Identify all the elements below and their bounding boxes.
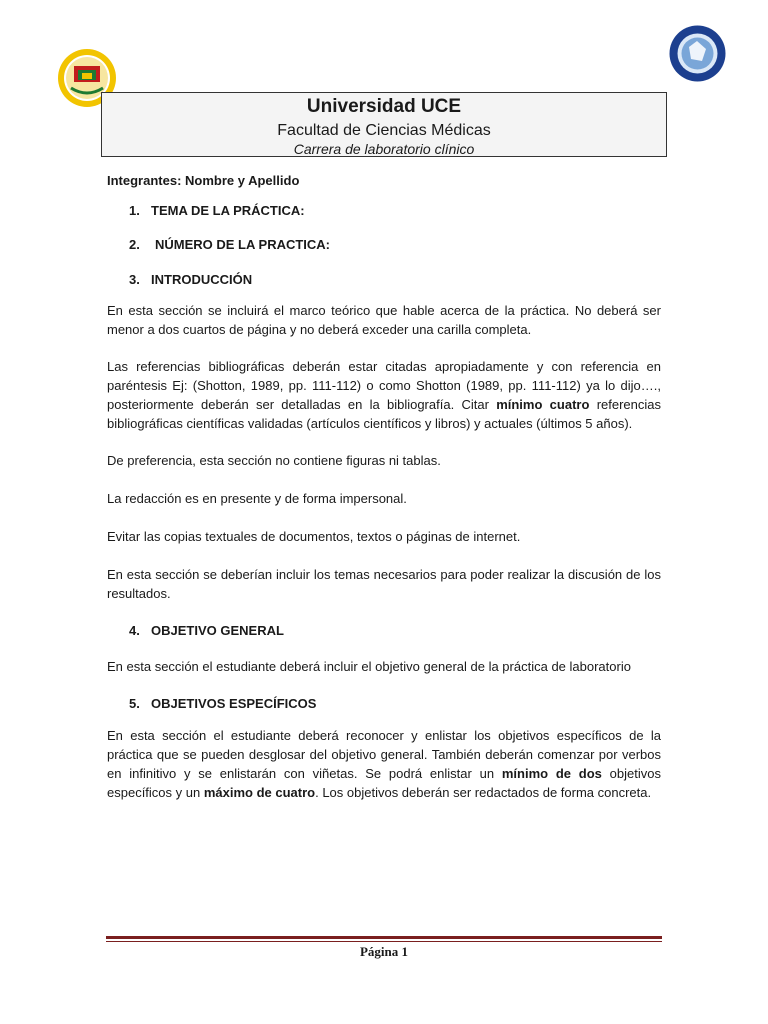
emphasis-text: mínimo cuatro <box>496 397 590 412</box>
faculty-seal-icon <box>669 25 726 82</box>
career-name: Carrera de laboratorio clínico <box>293 141 475 157</box>
section-number: 2. <box>129 237 140 252</box>
members-line: Integrantes: Nombre y Apellido <box>107 173 300 188</box>
section-heading-topic <box>107 201 661 220</box>
section-heading-specific-objectives <box>107 694 661 713</box>
page-number: Página 1 <box>359 944 409 959</box>
specific-objectives-paragraph <box>107 726 661 802</box>
document-body <box>107 171 661 820</box>
emphasis-text: máximo de cuatro <box>203 785 316 800</box>
section-number: 5. <box>129 696 140 711</box>
section-title: OBJETIVO GENERAL <box>151 623 284 638</box>
intro-paragraph-1: En esta sección se incluirá el marco teórico que hable acerca de la práctica. No deberá ser menor a dos cuartos de página y no deberá exceder una carilla completa. <box>107 303 661 337</box>
emphasis-text: mínimo de dos <box>501 766 602 781</box>
intro-paragraph-2 <box>107 357 661 433</box>
text-run: . Los objetivos deberán ser redactados de forma concreta. <box>315 785 652 800</box>
section-heading-general-objective <box>107 621 661 640</box>
intro-paragraph-5: Evitar las copias textuales de documentos, textos o páginas de internet. <box>107 529 521 544</box>
section-number: 3. <box>129 272 140 287</box>
section-title: OBJETIVOS ESPECÍFICOS <box>151 696 317 711</box>
section-title: INTRODUCCIÓN <box>151 272 253 287</box>
section-title: TEMA DE LA PRÁCTICA: <box>151 203 305 218</box>
text-run: objetivos específicos y un <box>107 766 661 800</box>
text-run: referencias bibliográficas científicas validadas (artículos científicos y libros) y actuales (últimos 5 años). <box>107 397 662 431</box>
footer-line-thick <box>106 936 662 939</box>
general-objective-paragraph: En esta sección el estudiante deberá incluir el objetivo general de la práctica de laboratorio <box>107 659 631 674</box>
university-name: Universidad UCE <box>306 96 462 117</box>
intro-paragraph-3: De preferencia, esta sección no contiene figuras ni tablas. <box>107 453 441 468</box>
section-number: 4. <box>129 623 140 638</box>
section-title: NÚMERO DE LA PRACTICA: <box>155 237 331 252</box>
footer-line-thin <box>106 941 662 942</box>
intro-paragraph-6: En esta sección se deberían incluir los temas necesarios para poder realizar la discusión de los resultados. <box>107 567 661 601</box>
section-heading-introduction <box>107 270 661 289</box>
text-run: En esta sección el estudiante deberá reconocer y enlistar los objetivos específicos de la práctica que se pueden desglosar del objetivo general. También deberán comenzar por verbos en infinitivo y se enlistarán con viñetas. Se podrá enlistar un <box>107 728 661 781</box>
document-header <box>101 92 667 157</box>
section-heading-number <box>107 235 661 254</box>
footer-rule <box>106 936 662 942</box>
text-run: Las referencias bibliográficas deberán estar citadas apropiadamente y con referencia en paréntesis Ej: (Shotton, 1989, pp. 111-112) o como Shotton (1989, pp. 111-112) ya lo dijo…., posteriormente deberán ser detalladas en la bibliografía. Citar <box>107 359 661 412</box>
section-number: 1. <box>129 203 140 218</box>
intro-paragraph-4: La redacción es en presente y de forma impersonal. <box>107 491 407 506</box>
faculty-name: Facultad de Ciencias Médicas <box>277 122 491 139</box>
